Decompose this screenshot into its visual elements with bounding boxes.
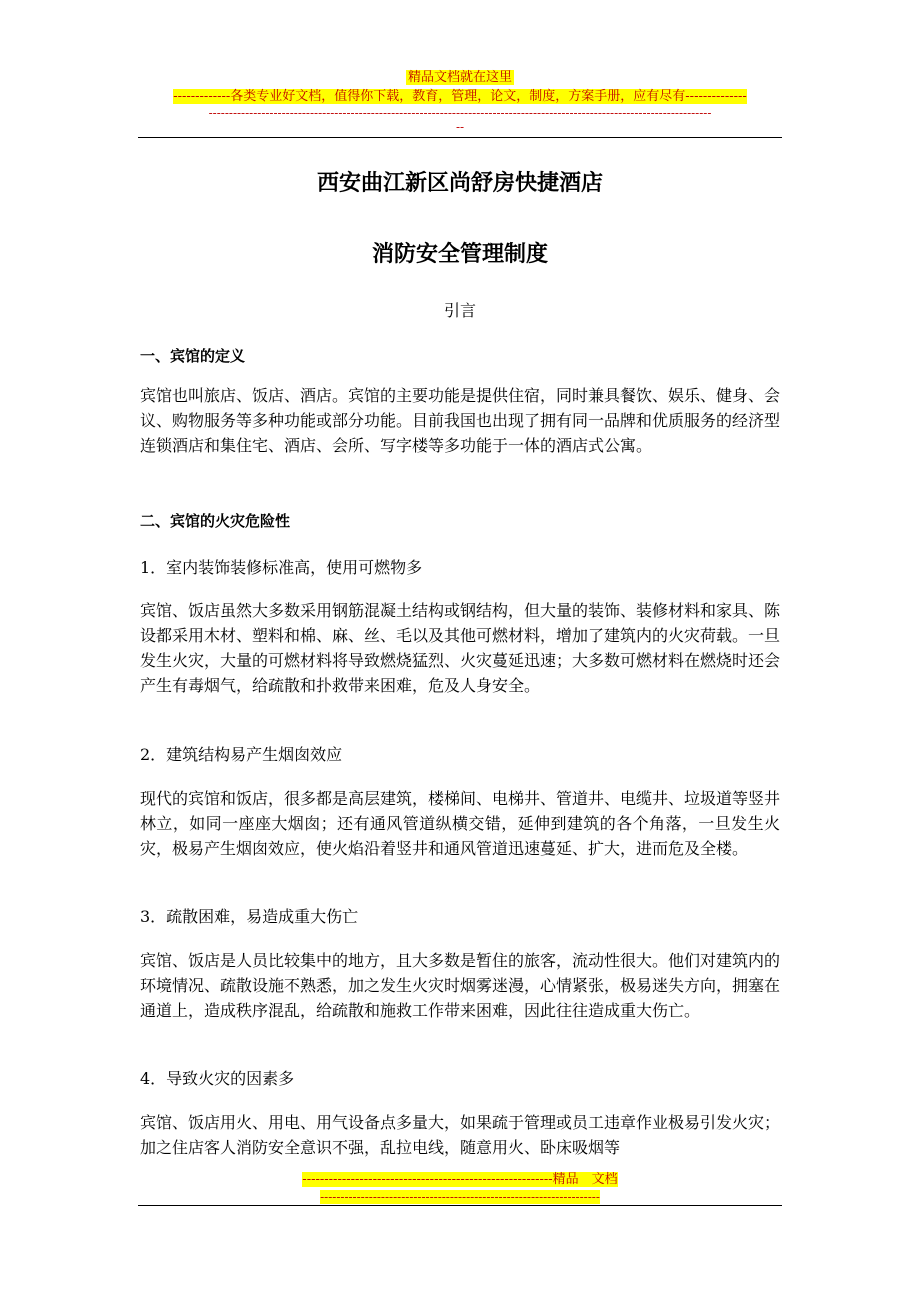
header-banner-tagline bbox=[0, 85, 920, 104]
list-item-title: 3．疏散困难，易造成重大伤亡 bbox=[140, 907, 359, 926]
list-item-paragraph: 现代的宾馆和饭店，很多都是高层建筑，楼梯间、电梯井、管道井、电缆井、垃圾道等竖井林立，如同一座座大烟囱；还有通风管道纵横交错，延伸到建筑的各个角落，一旦发生火灾，极易产生烟囱效应，使火焰沿着竖井和通风管道迅速蔓延、扩大，进而危及全楼。 bbox=[140, 789, 781, 858]
header-rule bbox=[138, 137, 782, 138]
document-subtitle: 消防安全管理制度 bbox=[371, 242, 548, 267]
section-heading-fire-risk: 二、宾馆的火灾危险性 bbox=[140, 512, 291, 530]
header-banner-title bbox=[0, 66, 920, 85]
header-banner-title-text: 精品文档就在这里 bbox=[407, 70, 512, 85]
list-item-title: 1．室内装饰装修标准高，使用可燃物多 bbox=[140, 558, 423, 577]
footer-dash-text: --------------------------------------------------------------------- bbox=[320, 1190, 600, 1204]
section-heading-definition: 一、宾馆的定义 bbox=[140, 347, 246, 365]
list-item-paragraph: 宾馆、饭店虽然大多数采用钢筋混凝土结构或钢结构，但大量的装饰、装修材料和家具、陈设都采用木材、塑料和棉、麻、丝、毛以及其他可燃材料，增加了建筑内的火灾荷载。一旦发生火灾，大量的可燃材料将导致燃烧猛烈、火灾蔓延迅速；大多数可燃材料在燃烧时还会产生有毒烟气，给疏散和扑救带来困难，危及人身安全。 bbox=[140, 601, 781, 695]
footer-rule bbox=[138, 1205, 782, 1206]
intro-label: 引言 bbox=[443, 301, 476, 320]
header-dash-line: ---------------------------------------------------------------------------------------------------------------------------- bbox=[208, 106, 712, 120]
header-dash-tail: -- bbox=[455, 120, 465, 134]
list-item-title: 4．导致火灾的因素多 bbox=[140, 1069, 295, 1088]
document-title: 西安曲江新区尚舒房快捷酒店 bbox=[316, 171, 603, 196]
list-item-title: 2．建筑结构易产生烟囱效应 bbox=[140, 745, 343, 764]
list-item-paragraph: 宾馆、饭店是人员比较集中的地方，且大多数是暂住的旅客，流动性很大。他们对建筑内的环境情况、疏散设施不熟悉，加之发生火灾时烟雾迷漫，心情紧张，极易迷失方向，拥塞在通道上，造成秩序混乱，给疏散和施救工作带来困难，因此往往造成重大伤亡。 bbox=[140, 951, 781, 1020]
header-banner-tagline-text: -------------各类专业好文档，值得你下载，教育，管理，论文，制度，方案手册，应有尽有-------------- bbox=[173, 89, 747, 104]
list-item-paragraph: 宾馆、饭店用火、用电、用气设备点多量大，如果疏于管理或员工违章作业极易引发火灾；加之住店客人消防安全意识不强，乱拉电线，随意用火、卧床吸烟等 bbox=[140, 1113, 781, 1157]
section-paragraph-definition: 宾馆也叫旅店、饭店、酒店。宾馆的主要功能是提供住宿，同时兼具餐饮、娱乐、健身、会议、购物服务等多种功能或部分功能。目前我国也出现了拥有同一品牌和优质服务的经济型连锁酒店和集住宅、酒店、会所、写字楼等多功能于一体的酒店式公寓。 bbox=[140, 386, 781, 455]
footer-banner bbox=[0, 1168, 920, 1187]
footer-dash-line bbox=[0, 1186, 920, 1205]
footer-banner-text: ---------------------------------------------------------精品 文档 bbox=[302, 1172, 618, 1187]
